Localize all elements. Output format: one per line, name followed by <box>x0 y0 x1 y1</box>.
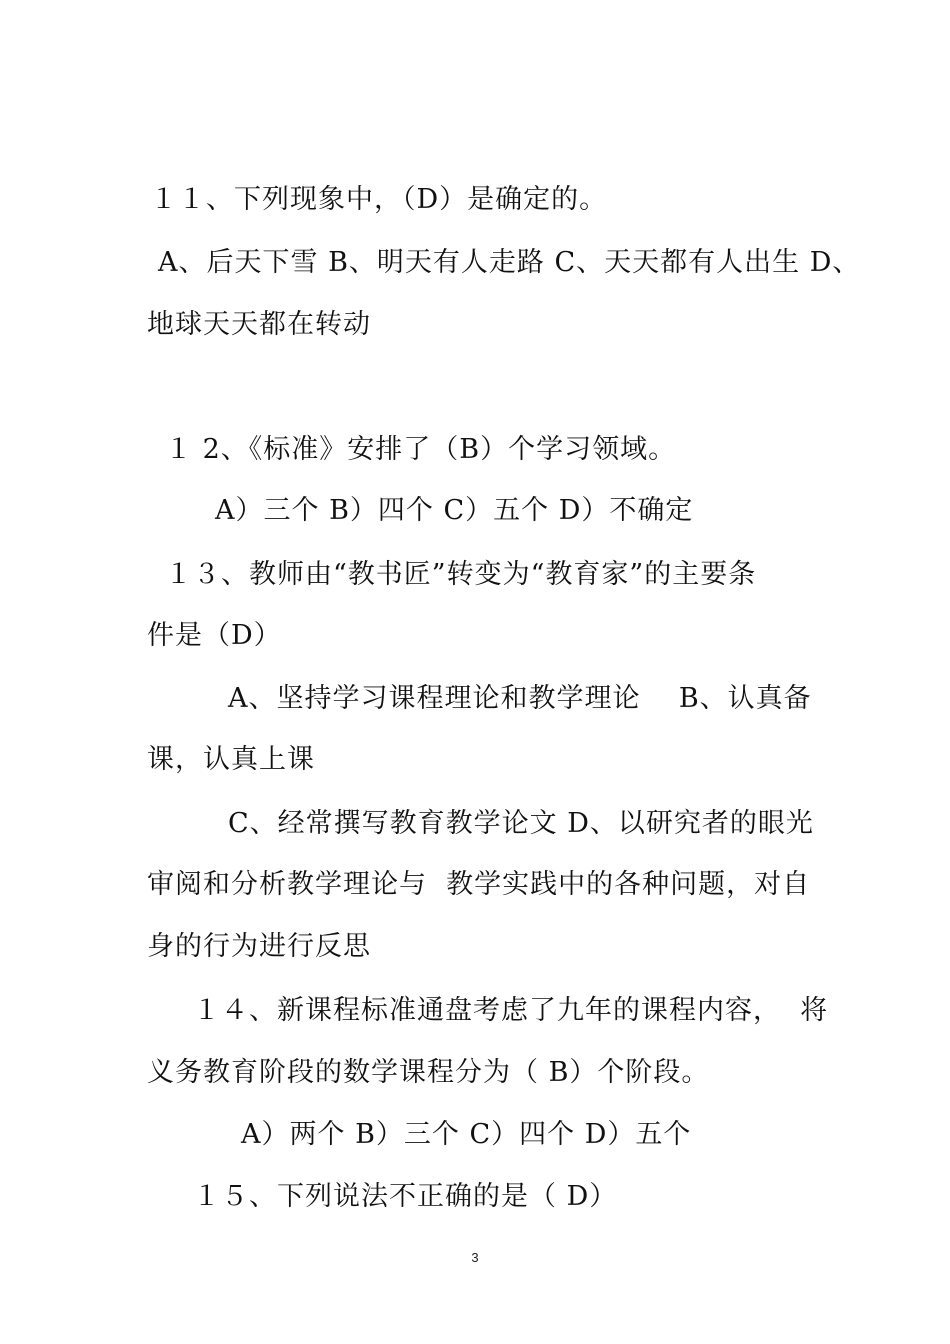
q11-options: A、后天下雪 B、明天有人走路 C、天天都有人出生 D、 <box>158 247 861 278</box>
q14-question: １４、新课程标准通盘考虑了九年的课程内容， 将 <box>193 995 829 1026</box>
q12-options: A）三个 B）四个 C）五个 D）不确定 <box>215 495 694 526</box>
q14-question-continued: 义务教育阶段的数学课程分为（ B）个阶段。 <box>147 1057 710 1088</box>
q14-options: A）两个 B）三个 C）四个 D）五个 <box>241 1119 692 1150</box>
q13-options-ab: A、坚持学习课程理论和教学理论 B、认真备 <box>228 683 812 714</box>
q13-question-continued: 件是（D） <box>147 620 282 651</box>
q13-question: １３、教师由“教书匠”转变为“教育家”的主要条 <box>165 559 757 590</box>
q13-options-cd-continued: 审阅和分析教学理论与 教学实践中的各种问题，对自 <box>147 869 811 900</box>
q13-options-cd-end: 身的行为进行反思 <box>147 931 371 962</box>
q15-question: １５、下列说法不正确的是（ D） <box>193 1181 618 1212</box>
q12-question: １ 2、《标准》安排了（B）个学习领域。 <box>165 434 677 465</box>
page-number: 3 <box>471 1250 479 1265</box>
q13-options-cd: C、经常撰写教育教学论文 D、以研究者的眼光 <box>228 808 814 839</box>
q13-options-ab-continued: 课，认真上课 <box>147 744 315 775</box>
q11-options-continued: 地球天天都在转动 <box>147 309 371 340</box>
q11-question: １１、下列现象中，（D）是确定的。 <box>150 184 608 215</box>
